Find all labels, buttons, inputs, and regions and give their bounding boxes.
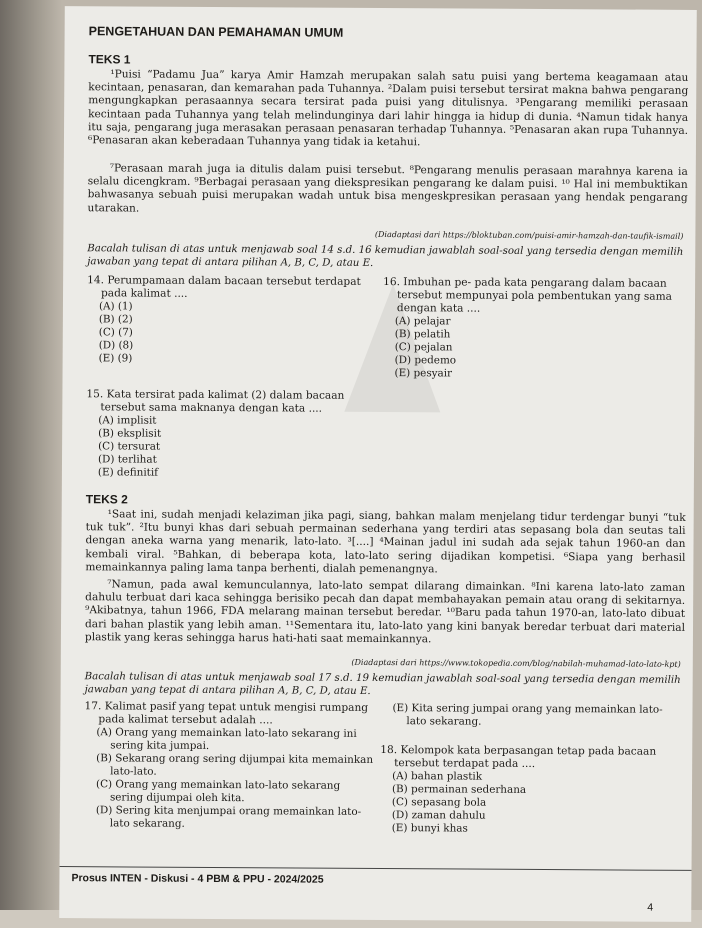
question-17-option-c[interactable]: (C) Orang yang memainkan lato-lato sekarang sering dijumpai oleh kita. [96,778,341,805]
question-18-option-d[interactable]: (D) zaman dahulu [391,809,486,822]
question-16-option-c[interactable]: (C) pejalan [394,341,453,354]
question-15-option-d[interactable]: (D) terlihat [97,453,157,466]
teks1-paragraph-1: ¹Puisi “Padamu Jua” karya Amir Hamzah merupakan salah satu puisi yang bertema keagamaan atau kecintaan, penasaran, dan kemarahan pada Tuhannya. ²Dalam puisi tersebut tersirat makna bahwa pengarang mengungkapkan perasaannya secara tersirat pada puisi yang ditulisnya. ³Pengarang memiliki perasaan kecintaan pada Tuhannya yang telah melindunginya dari lahir hingga ia hidup di dunia. ⁴Namun tidak hanya itu saja, pengarang juga merasakan perasaan penasaran terhadap Tuhannya. ⁵Penasaran akan rupa Tuhannya. ⁶Penasaran akan keberadaan Tuhannya yang tidak ia ketahui. [87,68,689,149]
teks2-source: (Diadaptasi dari https://www.tokopedia.com/blog/nabilah-muhamad-lato-lato-kpt) [351,657,681,669]
footer-divider [60,866,692,871]
teks2-paragraph-1: ¹Saat ini, sudah menjadi kelaziman jika pagi, siang, bahkan malam menjelang tidur terdengar bunyi “tuk tuk tuk”. ²Itu bunyi khas dari sebuah permainan sederhana yang terdiri atas sepasang bola dan seutas tali dengan aneka warna yang menarik, lato-lato. ³[....] ⁴Mainan jadul ini sudah ada sejak tahun 1960-an dan kembali viral. ⁵Bahkan, di beberapa kota, lato-lato sering dijadikan kompetisi. ⁶Siapa yang berhasil memainkannya paling lama tanpa berhenti, dialah pemenangnya. [85,508,686,576]
question-14 [87,274,368,367]
teks2-paragraph-2: ⁷Namun, pada awal kemunculannya, lato-lato sempat dilarang dimainkan. ⁸Ini karena lato-lato zaman dahulu terbuat dari kaca sehingga berisiko pecah dan dapat membahayakan pemain atau orang di sekitarnya. ⁹Akibatnya, tahun 1966, FDA melarang mainan tersebut beredar. ¹⁰Baru pada tahun 1970-an, lato-lato dibuat dari bahan plastik yang lebih aman. ¹¹Sementara itu, lato-lato yang kini banyak beredar terbuat dari material plastik yang keras sehingga harus hati-hati saat memainkannya. [84,578,686,646]
question-16-option-d[interactable]: (D) pedemo [394,354,457,367]
teks1-paragraph-2: ⁷Perasaan marah juga ia ditulis dalam puisi tersebut. ⁸Pengarang menulis perasaan marahnya karena ia selalu dicengkram. ⁹Berbagai perasaan yang diekspresikan pengarang ke dalam puisi. ¹⁰ Hal ini membuktikan bahwasanya sebuah puisi merupakan wadah untuk bisa mengeskpresikan perasaan yang hendak pengarang utarakan. [87,162,688,215]
question-17-option-b[interactable]: (B) Sekarang orang sering dijumpai kita memainkan lato-lato. [96,752,374,778]
question-18-option-a[interactable]: (A) bahan plastik [392,770,483,783]
question-15-option-a[interactable]: (A) implisit [98,414,157,427]
question-16-option-a[interactable]: (A) pelajar [394,315,451,328]
question-15-option-c[interactable]: (C) tersurat [98,440,161,453]
question-17-stem: 17. Kalimat pasif yang tepat untuk mengisi rumpang pada kalimat tersebut adalah .... [84,700,369,727]
question-16 [383,276,684,382]
binding-shadow [0,0,62,928]
page-number: 4 [647,901,654,914]
question-14-option-c[interactable]: (C) (7) [98,326,133,339]
question-18-option-b[interactable]: (B) permainan sederhana [391,783,527,796]
question-17 [84,700,375,832]
exam-page [59,6,697,922]
question-16-option-b[interactable]: (B) pelatih [394,328,451,341]
footer-text: Prosus INTEN - Diskusi - 4 PBM & PPU - 2024/2025 [71,872,324,886]
question-14-option-e[interactable]: (E) (9) [98,352,133,365]
question-17-option-e[interactable]: (E) Kita sering jumpai orang yang memainkan lato-lato sekarang. [392,702,663,728]
question-17-option-d[interactable]: (D) Sering kita menjumpai orang memainkan lato-lato sekarang. [95,804,362,830]
question-14-option-a[interactable]: (A) (1) [98,300,133,313]
question-17-option-a[interactable]: (A) Orang yang memainkan lato-lato sekarang ini sering kita jumpai. [96,726,357,752]
question-15-option-b[interactable]: (B) eksplisit [98,427,162,440]
question-14-option-d[interactable]: (D) (8) [98,339,134,352]
teks2-instruction: Bacalah tulisan di atas untuk menjawab soal 17 s.d. 19 kemudian jawablah soal-soal yang tersedia dengan memilih jawaban yang tepat di antara pilihan A, B, C, D, atau E. [84,671,681,697]
page-title: PENGETAHUAN DAN PEMAHAMAN UMUM [88,24,344,40]
question-15-stem: 15. Kata tersirat pada kalimat (2) dalam bacaan tersebut sama maknanya dengan kata .... [86,388,345,415]
question-18-option-e[interactable]: (E) bunyi khas [391,822,468,835]
question-15-option-e[interactable]: (E) definitif [97,466,159,479]
question-14-option-b[interactable]: (B) (2) [98,313,133,326]
teks2-heading: TEKS 2 [85,492,128,507]
question-18-stem: 18. Kelompok kata berpasangan tetap pada bacaan tersebut terdapat pada .... [380,744,657,770]
question-16-option-e[interactable]: (E) pesyair [394,367,453,380]
question-15 [86,388,377,481]
question-18-option-c[interactable]: (C) sepasang bola [391,796,487,809]
question-14-stem: 14. Perumpamaan dalam bacaan tersebut terdapat pada kalimat .... [87,274,361,300]
teks1-instruction: Bacalah tulisan di atas untuk menjawab soal 14 s.d. 16 kemudian jawablah soal-soal yang tersedia dengan memilih jawaban yang tepat di antara pilihan A, B, C, D, atau E. [87,243,684,269]
question-18 [380,744,681,837]
question-16-stem: 16. Imbuhan pe- pada kata pengarang dalam bacaan tersebut mempunyai pola pembentukan yang sama dengan kata .... [383,276,673,315]
teks1-source: (Diadaptasi dari https://bloktuban.com/puisi-amir-hamzah-dan-taufik-ismail) [374,229,684,241]
teks1-heading: TEKS 1 [88,52,131,67]
question-17-continued [380,702,680,730]
